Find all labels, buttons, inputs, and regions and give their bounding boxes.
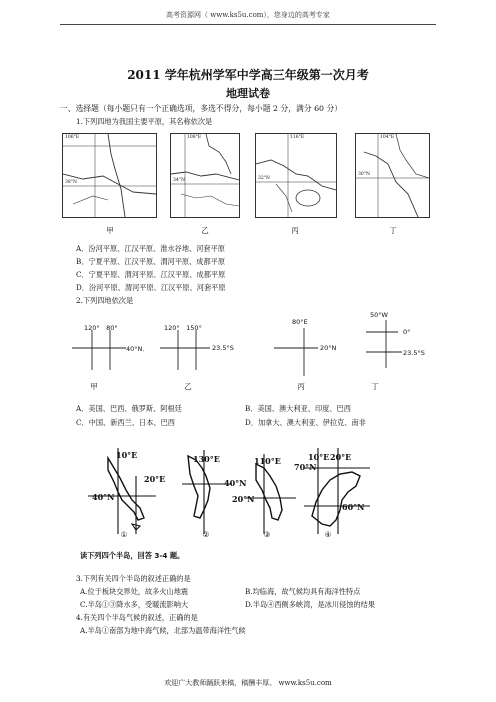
map-yi-lat: 34°N [173,178,185,183]
q3-option-a: A.位于板块交界处，故多火山地震 [80,587,189,596]
page-header: 高考资源网（ www.ks5u.com），您身边的高考专家 [166,11,330,19]
map-ding-lon: 104°E [380,135,395,140]
q3-stem: 3.下列有关四个半岛的叙述正确的是 [76,574,191,583]
map-bing-lat: 32°N [258,176,270,181]
diagram-bing [274,328,318,376]
q2-label-jia: 甲 [90,382,98,391]
map-bing-lon: 116°E [290,135,305,140]
q2-label-yi: 乙 [184,382,192,391]
diagram-ding-right1: 0° [403,328,411,336]
diagram-jia-top: 120° 80° [84,324,118,332]
map-ding-lat: 30°N [358,172,370,177]
exam-subtitle: 地理试卷 [226,87,270,100]
diagram-yi-top: 120° 150° [164,324,202,332]
q4-option-a: A.半岛①南部为地中海气候，北部为温带海洋性气候 [80,626,246,635]
q1-stem: 1.下列四地为我国主要平原，其名称依次是 [76,117,213,126]
map-jia [62,133,157,218]
q1-option-d: D．汾河平原、渭河平原、江汉平原、河套平原 [76,283,226,292]
peninsula-label-4: ④ [324,530,332,539]
header-divider [60,24,436,25]
p4-lat-70: 70°N [294,462,317,472]
p3-lon-110: 110°E [254,456,281,466]
p4-lon-20: 20°E [330,452,352,462]
p4-lat-60: 60°N [342,502,365,512]
map-jia-lon: 106°E [65,135,80,140]
exam-title: 2011 学年杭州学军中学高三年级第一次月考 [127,68,369,82]
diagram-bing-top: 80°E [292,318,308,326]
diagram-jia-right: 40°N． [126,345,149,353]
diagram-jia [72,330,126,370]
diagram-yi [160,330,210,370]
p4-lon-10: 10°E [308,452,330,462]
map-yi [170,133,240,218]
diagram-yi-right: 23.5°S [212,344,234,352]
q3-option-b: B.均临海，故气候均具有海洋性特点 [245,587,361,596]
q3-option-c: C.半岛①③降水多，受暖流影响大 [80,600,189,609]
map-label-yi: 乙 [201,226,209,235]
q2-option-a: A．美国、巴西、俄罗斯、阿根廷 [76,404,182,413]
p3-lat-20: 20°N [232,494,255,504]
p1-lon-10: 10°E [116,450,138,460]
q1-option-b: B．宁夏平原、江汉平原、渭河平原、成都平原 [76,257,226,266]
p1-lon-20: 20°E [144,474,166,484]
p2-lat-40: 40°N [224,478,247,488]
q2-option-b: B．美国、澳大利亚、印度、巴西 [245,404,351,413]
diagram-ding-right2: 23.5°S [403,349,425,357]
map-label-jia: 甲 [106,226,114,235]
diagram-ding-top: 50°W [370,311,388,319]
q1-option-c: C．宁夏平原、渭河平原、江汉平原、成都平原 [76,270,226,279]
q2-option-d: D．加拿大、澳大利亚、伊拉克、南非 [245,418,366,427]
map-jia-lat: 38°N [65,180,77,185]
q4-stem: 4.有关四个半岛气候的叙述，正确的是 [76,613,198,622]
q2-stem: 2.下列四地依次是 [76,296,134,305]
page-footer: 欢迎广大教师踊跃来稿，稿酬丰厚。 www.ks5u.com [164,679,332,687]
q3-4-instruction: 读下列四个半岛，回答 3-4 题。 [80,551,185,560]
q2-label-bing: 丙 [297,382,305,391]
peninsula-label-3: ③ [263,530,271,539]
q2-option-c: C．中国、新西兰、日本、巴西 [76,418,175,427]
map-bing [255,133,337,218]
map-label-ding: 丁 [389,226,397,235]
peninsula-label-2: ② [202,530,210,539]
peninsula-1 [88,448,156,534]
diagram-bing-right: 20°N [320,344,337,352]
diagram-ding [366,320,402,368]
q2-label-ding: 丁 [371,382,379,391]
p2-lon-130: 130°E [193,454,220,464]
q1-option-a: A．汾河平原、江汉平原、淮水谷地、河套平原 [76,244,225,253]
p1-lat-40: 40°N [92,492,115,502]
map-yi-drawing [171,134,239,217]
map-ding [355,133,430,218]
peninsula-label-1: ① [120,530,128,539]
q3-option-d: D.半岛④西侧多峡湾，是冰川侵蚀的结果 [245,600,375,609]
section-heading: 一、选择题（每小题只有一个正确选项，多选不得分，每小题 2 分，满分 60 分） [60,104,343,113]
map-yi-lon: 108°E [187,135,202,140]
map-label-bing: 丙 [291,226,299,235]
map-jia-drawing [63,134,156,217]
